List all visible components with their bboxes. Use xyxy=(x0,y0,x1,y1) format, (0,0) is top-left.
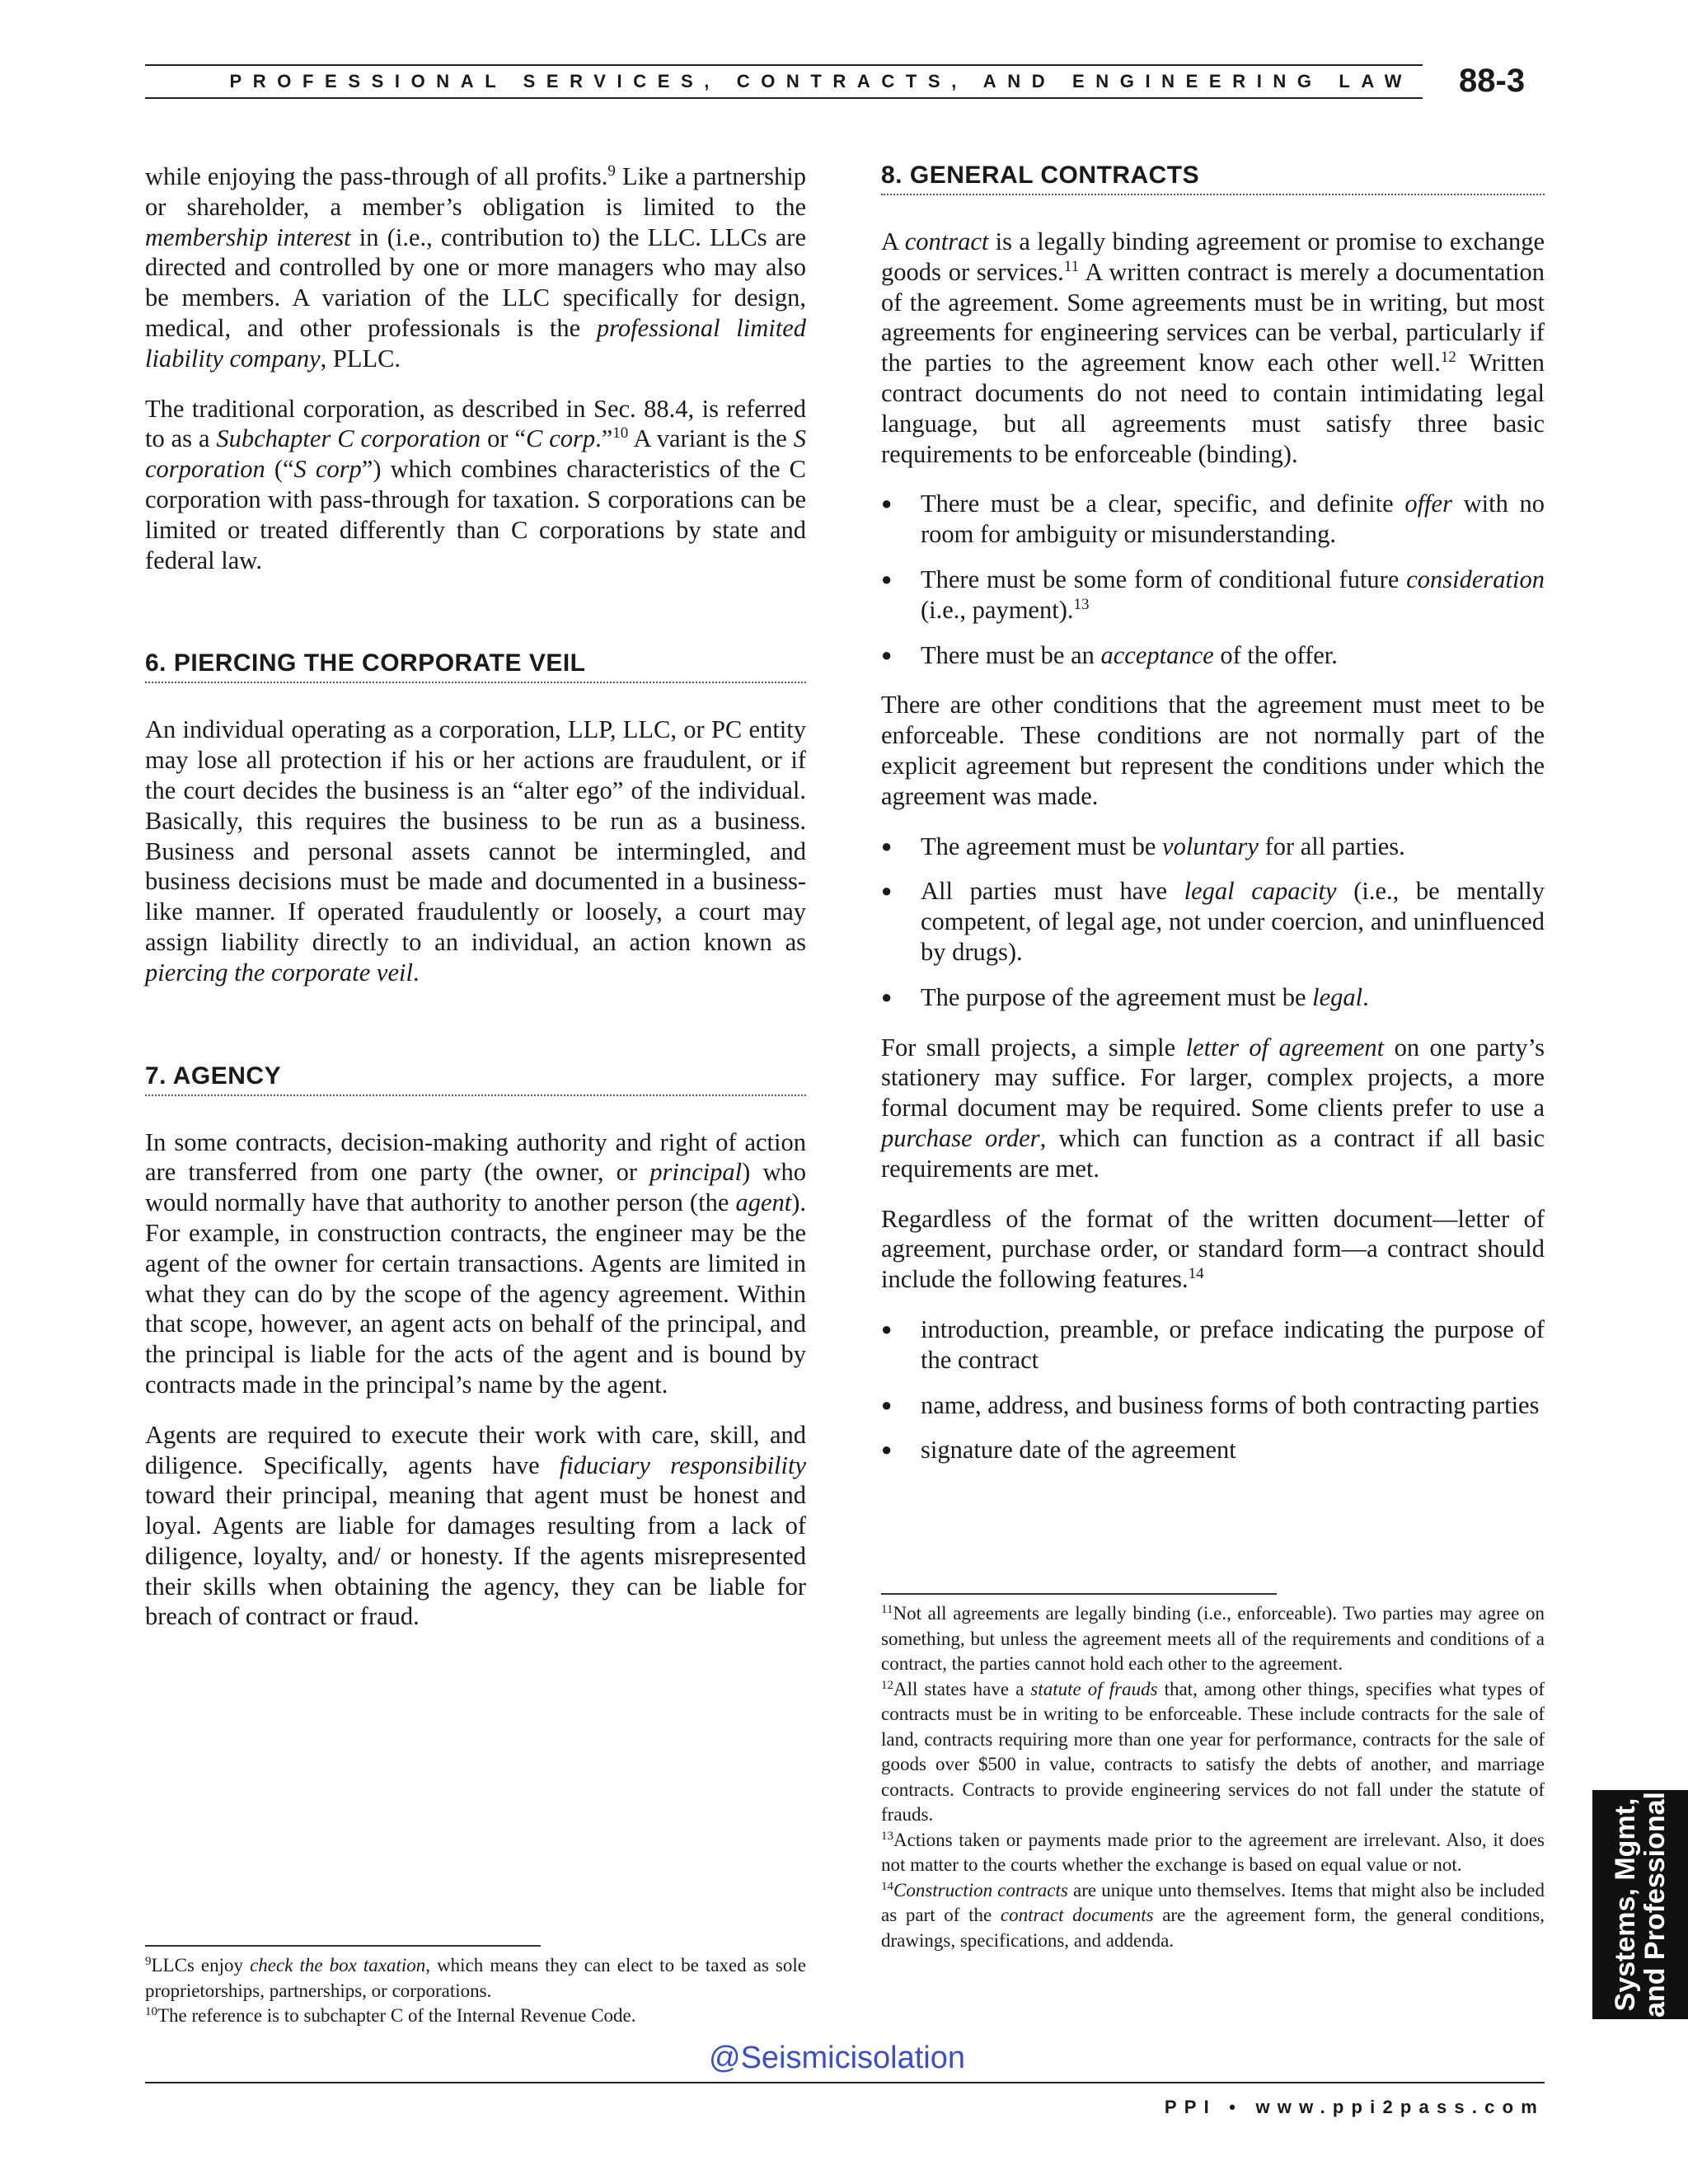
footnote-list xyxy=(881,1601,1545,1953)
footnote-rule xyxy=(145,1945,541,1947)
watermark: @Seismicisolation xyxy=(709,2041,966,2075)
chapter-side-tab xyxy=(1592,1790,1688,2019)
section-heading: 6. PIERCING THE CORPORATE VEIL xyxy=(145,649,806,683)
bullet-item: ● There must be some form of conditional future consideration (i.e., payment).$^{13}$ xyxy=(881,565,1545,626)
bullet-list xyxy=(881,1315,1545,1465)
paragraph: There are other conditions that the agreement must meet to be enforceable. These conditions are not normally part of the explicit agreement but represent the conditions under which the agreement was made. xyxy=(881,691,1545,810)
paragraph: Agents are required to execute their work with care, skill, and diligence. Specifically, agents have fiduciary responsibility toward their principal, meaning that agent must be honest and loyal. Agents are liable for damages resulting from a lack of diligence, loyalty, and/ or honesty. If the agents misrepresented their skills when obtaining the agency, they can be liable for breach of contract or fraud. xyxy=(145,1420,806,1631)
footer-text: PPI • www.ppi2pass.com xyxy=(1164,2097,1545,2117)
running-title: PROFESSIONAL SERVICES, CONTRACTS, AND ENGINEERING LAW xyxy=(229,71,1413,91)
section-heading: 7. AGENCY xyxy=(145,1062,806,1096)
paragraph: An individual operating as a corporation, LLP, LLC, or PC entity may lose all protection if his or her actions are fraudulent, or if the court decides the business is an “alter ego” of the individual. Basically, this requires the business to be run as a business. Business and personal assets cannot be intermingled, and business decisions must be made and documented in a business-like manner. If operated fraudulently or loosely, a court may assign liability directly to an individual, an action known as piercing the corporate veil. xyxy=(145,715,806,987)
side-tab-line: and Professional xyxy=(1639,1792,1671,2018)
paragraph: Regardless of the format of the written document—letter of agreement, purchase order, or standard form—a contract should include the following features.$^{14}$ xyxy=(881,1204,1545,1294)
right-column xyxy=(881,162,1545,1485)
footnote: $^{13}$Actions taken or payments made prior to the agreement are irrelevant. Also, it does not matter to the courts whether the exchange is based on equal value or not. xyxy=(881,1829,1545,1875)
left-column xyxy=(145,162,806,1652)
page-footer xyxy=(145,2082,1545,2120)
bullet-item: ● introduction, preamble, or preface indicating the purpose of the contract xyxy=(881,1315,1545,1376)
running-header xyxy=(145,64,1423,99)
footnote: $^{10}$The reference is to subchapter C of the Internal Revenue Code. xyxy=(145,2005,636,2026)
paragraph: For small projects, a simple letter of agreement on one party’s stationery may suffice. For larger, complex projects, a more formal document may be required. Some clients prefer to use a purchase order, which can function as a contract if all basic requirements are met. xyxy=(881,1033,1545,1183)
paragraph: while enjoying the pass-through of all profits.$^9$ Like a partnership or shareholder, a member’s obligation is limited to the membership interest in (i.e., contribution to) the LLC. LLCs are directed and controlled by one or more managers who may also be members. A variation of the LLC specifically for design, medical, and other professionals is the professional limited liability company, PLLC. xyxy=(145,162,807,373)
paragraph: In some contracts, decision-making authority and right of action are transferred from one party (the owner, or principal) who would normally have that authority to another person (the agent). For example, in construction contracts, the engineer may be the agent of the owner for certain transactions. Agents are limited in what they can do by the scope of the agency agreement. Within that scope, however, an agent acts on behalf of the principal, and the principal is liable for the acts of the agent and is bound by contracts made in the principal’s name by the agent. xyxy=(145,1127,806,1399)
paragraph: A contract is a legally binding agreement or promise to exchange goods or services.$^{11}$ A written contract is merely a documentation of the agreement. Some agreements must be in writing, but most agreements for engineering services can be verbal, particularly if the parties to the agreement know each other well.$^{12}$ Written contract documents do not need to contain intimidating legal language, but all agreements must satisfy three basic requirements to be enforceable (binding). xyxy=(881,227,1545,468)
side-tab-line: Systems, Mgmt, xyxy=(1610,1797,1641,2012)
bullet-item: ● The purpose of the agreement must be legal. xyxy=(881,982,1545,1013)
bullet-item: ● All parties must have legal capacity (i.e., be mentally competent, of legal age, not under coercion, and uninfluenced by drugs). xyxy=(881,876,1545,967)
footnote: $^9$LLCs enjoy check the box taxation, which means they can elect to be taxed as sole proprietorships, partnerships, or corporations. xyxy=(145,1955,806,2001)
paragraph: The traditional corporation, as described in Sec. 88.4, is referred to as a Subchapter C corporation or “C corp.”$^{10}$ A variant is the S corporation (“S corp”) which combines characteristics of the C corporation with pass-through for taxation. S corporations can be limited or treated differently than C corporations by state and federal law. xyxy=(145,394,806,574)
footnotes-left xyxy=(145,1938,806,2029)
bullet-item: ● name, address, and business forms of both contracting parties xyxy=(881,1390,1545,1421)
bullet-item: ● signature date of the agreement xyxy=(881,1435,1545,1465)
footnotes-right xyxy=(881,1586,1545,1953)
footnote-rule xyxy=(881,1593,1277,1595)
footnote-list xyxy=(145,1953,806,2029)
bullet-list xyxy=(881,832,1545,1013)
bullet-item: ● There must be an acceptance of the offer. xyxy=(881,640,1545,671)
footnote: $^{14}$Construction contracts are unique unto themselves. Items that might also be included as part of the contract documents are the agreement form, the general conditions, drawings, specifications, and addenda. xyxy=(881,1879,1545,1951)
side-tab-label xyxy=(1611,1792,1670,2018)
bullet-list xyxy=(881,489,1545,670)
footnote: $^{11}$Not all agreements are legally binding (i.e., enforceable). Two parties may agree on something, but unless the agreement meets all of the requirements and conditions of a contract, the parties cannot hold each other to the agreement. xyxy=(881,1603,1545,1674)
page-number: 88-3 xyxy=(1459,63,1526,99)
section-heading: 8. GENERAL CONTRACTS xyxy=(881,162,1545,195)
bullet-item: ● There must be a clear, specific, and definite offer with no room for ambiguity or misunderstanding. xyxy=(881,489,1545,550)
bullet-item: ● The agreement must be voluntary for all parties. xyxy=(881,832,1545,862)
footnote: $^{12}$All states have a statute of frauds that, among other things, specifies what types of contracts must be in writing to be enforceable. These include contracts for the sale of land, contracts requiring more than one year for performance, contracts for the sale of goods over $500 in value, contracts to satisfy the debts of another, and marriage contracts. Contracts to provide engineering services do not fall under the statute of frauds. xyxy=(881,1678,1545,1825)
